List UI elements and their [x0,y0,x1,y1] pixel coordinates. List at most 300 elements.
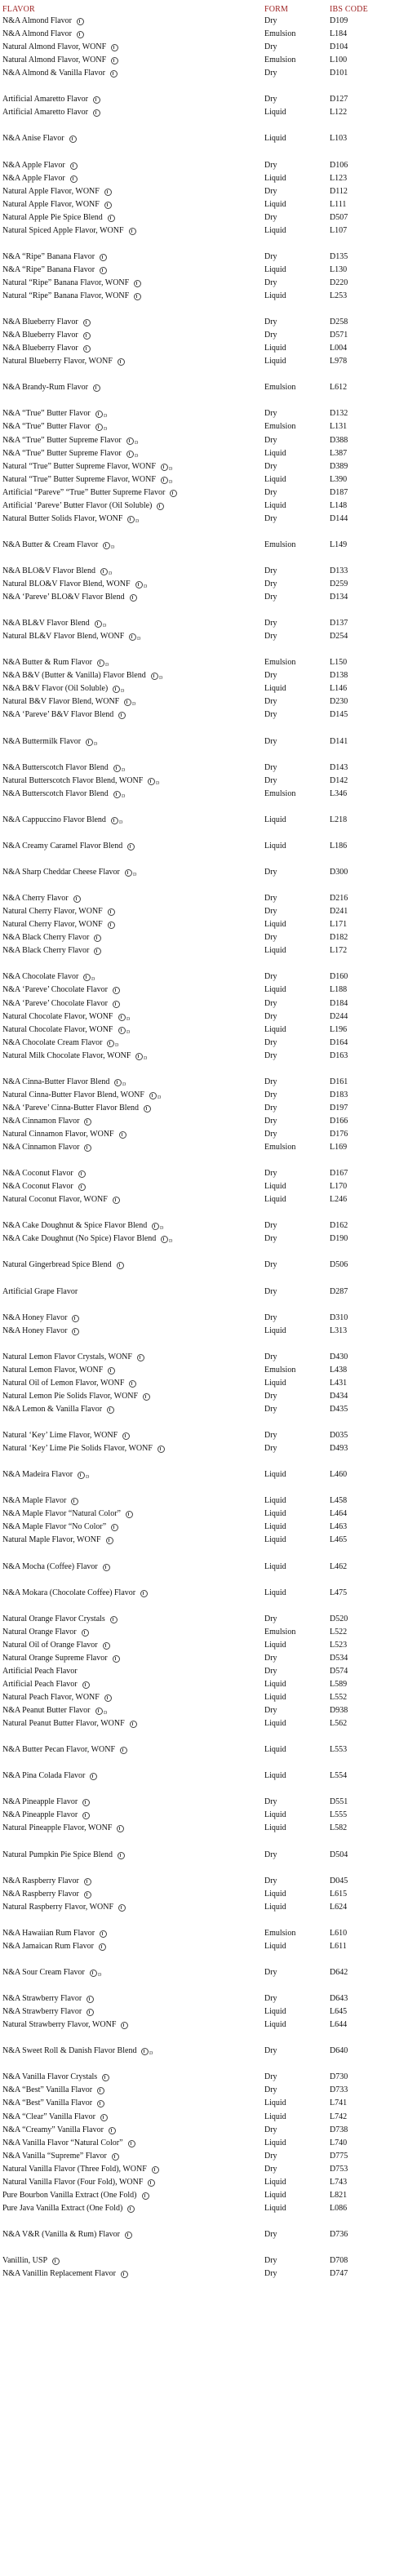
form-cell: Dry [264,1116,277,1126]
form-cell: Dry [264,1444,277,1454]
form-cell: Dry [264,1666,277,1676]
ibs-code-cell: L004 [330,344,348,353]
form-cell: Liquid [264,2007,286,2017]
kosher-icon [143,1393,150,1401]
ibs-code-cell: D104 [330,42,348,52]
table-row [0,2267,417,2281]
kosher-icon [113,1197,120,1204]
form-cell: Dry [264,1431,277,1441]
form-cell: Liquid [264,264,286,274]
ibs-code-cell: D310 [330,1312,348,1322]
flavor-name: Natural “Ripe” Banana Flavor, WONF [2,278,130,287]
table-row [0,420,417,433]
flavor-name: N&A Butter Pecan Flavor, WONF [2,1745,116,1755]
form-cell: Liquid [264,173,286,183]
table-row [0,1901,417,1914]
table-row [0,211,417,224]
form-cell: Liquid [264,2112,286,2121]
form-cell: Dry [264,513,277,523]
kosher-icon [112,2153,119,2161]
ibs-code-cell: D137 [330,619,348,628]
row-spacer [0,957,417,970]
kosher-icon [108,215,115,222]
ibs-code-cell: D106 [330,160,348,170]
form-cell: Dry [264,16,277,25]
flavor-name: N&A “Best” Vanilla Flavor [2,2099,93,2108]
kosher-icon [137,1354,144,1361]
table-row [0,1940,417,1953]
ibs-code-cell: L555 [330,1810,348,1820]
kosher-dairy-icon [114,1079,122,1086]
kosher-dairy-icon [135,581,143,588]
flavor-name: N&A Vanilla Flavor “Natural Color” [2,2138,123,2147]
table-row [0,539,417,552]
ibs-code-cell: L146 [330,684,348,694]
flavor-name: N&A B&V Flavor (Oil Soluble) [2,684,109,694]
form-cell: Liquid [264,1941,286,1951]
form-cell: Dry [264,160,277,170]
table-row [0,1403,417,1416]
flavor-name: N&A ‘Pareve’ B&V Flavor Blend [2,710,114,720]
kosher-icon [70,175,78,183]
table-row [0,2228,417,2241]
form-cell: Dry [264,1129,277,1139]
ibs-code-cell: D551 [330,1797,348,1807]
table-row [0,1325,417,1338]
flavor-name: N&A “True” Butter Supreme Flavor [2,448,122,458]
kosher-dairy-icon [135,1053,143,1060]
form-cell: Dry [264,1037,277,1047]
table-row [0,1809,417,1822]
kosher-dairy-icon [103,542,110,549]
ibs-code-cell: L644 [330,2020,348,2030]
flavor-name: N&A Sharp Cheddar Cheese Flavor [2,868,120,877]
flavor-name: Natural Blueberry Flavor, WONF [2,357,113,366]
form-cell: Dry [264,619,277,628]
kosher-dairy-icon [83,974,91,981]
form-cell: Emulsion [264,1143,296,1153]
ibs-code-cell: L169 [330,1143,348,1153]
flavor-name: Natural Chocolate Flavor, WONF [2,1024,113,1034]
ibs-code-cell: D571 [330,331,348,340]
ibs-code-cell: L390 [330,474,348,484]
kosher-icon [82,1629,89,1637]
kosher-icon [77,18,84,25]
table-row [0,970,417,984]
ibs-code-cell: D747 [330,2269,348,2279]
form-cell: Liquid [264,1588,286,1597]
form-cell: Liquid [264,199,286,209]
kosher-icon [90,1773,97,1780]
table-row [0,578,417,591]
flavor-name: Natural Peanut Butter Flavor, WONF [2,1719,125,1729]
form-cell: Dry [264,593,277,602]
kosher-dairy-icon [113,686,120,693]
flavor-name: N&A Pineapple Flavor [2,1797,78,1807]
form-cell: Dry [264,278,277,287]
ibs-code-cell: L552 [330,1693,348,1702]
flavor-name: N&A “True” Butter Supreme Flavor [2,435,122,445]
table-row [0,1076,417,1089]
flavor-name: N&A V&R (Vanilla & Rum) Flavor [2,2229,120,2239]
flavor-name: N&A Butterscotch Flavor Blend [2,788,109,798]
ibs-code-cell: L172 [330,946,348,956]
flavor-name: Natural Gingerbread Spice Blend [2,1260,112,1270]
kosher-icon [126,1511,133,1518]
form-cell: Emulsion [264,29,296,39]
kosher-icon [71,1498,78,1505]
ibs-code-cell: L246 [330,1195,348,1205]
row-spacer [0,1154,417,1167]
table-row [0,1704,417,1717]
flavor-name: Natural Maple Flavor, WONF [2,1535,101,1545]
form-cell: Emulsion [264,1627,296,1637]
ibs-code-cell: D184 [330,998,348,1008]
form-cell: Dry [264,318,277,327]
table-row [0,1377,417,1390]
table-row [0,381,417,394]
kosher-dairy-icon [124,699,131,706]
ibs-code-cell: L184 [330,29,348,39]
table-row [0,997,417,1010]
table-row [0,669,417,682]
form-cell: Liquid [264,1719,286,1729]
form-cell: Emulsion [264,1928,296,1938]
ibs-code-cell: D220 [330,278,348,287]
flavor-name: N&A Mocha (Coffee) Flavor [2,1561,98,1571]
kosher-icon [119,1131,126,1139]
table-row [0,460,417,473]
row-spacer [0,1338,417,1351]
flavor-name: Natural Milk Chocolate Flavor, WONF [2,1050,131,1060]
ibs-code-cell: L186 [330,841,348,851]
flavor-name: Artificial ‘Pareve’ Butter Flavor (Oil Soluble) [2,500,153,510]
form-cell: Dry [264,1994,277,2004]
form-cell: Dry [264,1653,277,1663]
kosher-icon [111,57,118,64]
form-cell: Dry [264,1967,277,1977]
kosher-icon [108,908,115,916]
form-cell: Emulsion [264,383,296,393]
flavor-name: N&A “Creamy” Vanilla Flavor [2,2125,104,2134]
kosher-icon [127,2205,135,2213]
row-spacer [0,722,417,735]
ibs-code-cell: L100 [330,56,348,65]
form-cell: Dry [264,1352,277,1361]
flavor-name: N&A Raspberry Flavor [2,1876,79,1885]
table-row [0,132,417,145]
ibs-code-cell: D166 [330,1116,348,1126]
table-row [0,54,417,67]
table-row [0,277,417,290]
table-header [0,0,417,16]
kosher-dairy-icon [125,869,132,877]
form-cell: Dry [264,1876,277,1885]
kosher-dairy-icon [118,1014,126,1021]
kosher-icon [128,2140,135,2147]
kosher-icon [84,1878,91,1885]
kosher-icon [111,44,118,51]
table-row [0,500,417,513]
kosher-icon [108,922,115,929]
table-row [0,1743,417,1757]
ibs-code-cell: D230 [330,697,348,707]
column-header-form: FORM [264,5,289,14]
table-row [0,41,417,54]
flavor-name: N&A Cake Doughnut (No Spice) Flavor Blend [2,1234,157,1244]
kosher-icon [111,1524,118,1531]
flavor-name: N&A “Ripe” Banana Flavor [2,264,95,274]
ibs-code-cell: L821 [330,2190,348,2200]
form-cell: Dry [264,998,277,1008]
flavor-name: N&A Almond Flavor [2,29,73,39]
table-row [0,329,417,342]
row-spacer [0,145,417,158]
form-cell: Liquid [264,1810,286,1820]
flavor-name: N&A Cherry Flavor [2,894,69,904]
flavor-name: Natural Apple Pie Spice Blend [2,212,103,222]
table-row [0,1468,417,1481]
form-cell: Dry [264,2072,277,2082]
flavor-name: N&A B&V (Butter & Vanilla) Flavor Blend [2,671,146,681]
ibs-code-cell: D938 [330,1706,348,1716]
table-row [0,316,417,329]
form-cell: Liquid [264,474,286,484]
flavor-name: N&A Apple Flavor [2,160,65,170]
ibs-code-cell: D045 [330,1876,348,1885]
form-cell: Liquid [264,1889,286,1899]
row-spacer [0,80,417,93]
kosher-icon [77,31,84,38]
table-row [0,1508,417,1521]
ibs-code-cell: D141 [330,736,348,746]
form-cell: Liquid [264,1195,286,1205]
flavor-name: N&A Blueberry Flavor [2,318,78,327]
table-row [0,1521,417,1534]
form-cell: Emulsion [264,1365,296,1375]
kosher-icon [148,2179,155,2187]
flavor-name: N&A “True” Butter Flavor [2,422,91,432]
table-row [0,159,417,172]
flavor-name: N&A Chocolate Flavor [2,972,79,982]
kosher-dairy-icon [86,739,93,746]
kosher-icon [93,96,100,104]
ibs-code-cell: L122 [330,108,348,118]
ibs-code-cell: D640 [330,2046,348,2056]
table-row [0,1966,417,1979]
form-cell: Dry [264,2046,277,2056]
table-row [0,2084,417,2097]
table-row [0,1665,417,1678]
flavor-name: Natural Peach Flavor, WONF [2,1693,100,1702]
table-row [0,172,417,185]
kosher-icon [134,293,141,300]
form-cell: Liquid [264,1509,286,1519]
ibs-code-cell: L741 [330,2099,348,2108]
flavor-name: Natural Cinnamon Flavor, WONF [2,1129,114,1139]
kosher-dairy-icon [97,660,104,667]
flavor-name: N&A Almond Flavor [2,16,73,25]
kosher-icon [106,1537,113,1544]
kosher-icon [87,2009,94,2016]
form-cell: Dry [264,69,277,78]
kosher-dairy-icon [151,673,158,680]
form-cell: Dry [264,1169,277,1179]
table-row [0,1717,417,1730]
kosher-icon [130,594,137,602]
form-cell: Liquid [264,841,286,851]
kosher-dairy-icon [100,568,108,575]
flavor-name: Natural Coconut Flavor, WONF [2,1195,108,1205]
form-cell: Liquid [264,357,286,366]
kosher-dairy-icon [126,451,134,458]
ibs-code-cell: D733 [330,2085,348,2095]
flavor-name: N&A Anise Flavor [2,134,64,144]
flavor-name: N&A Pina Colada Flavor [2,1771,86,1781]
ibs-code-cell: L523 [330,1640,348,1650]
flavor-name: N&A ‘Pareve’ Chocolate Flavor [2,998,108,1008]
row-spacer [0,2032,417,2045]
table-row [0,1678,417,1691]
ibs-code-cell: D182 [330,933,348,943]
ibs-code-cell: L131 [330,422,348,432]
form-cell: Dry [264,1050,277,1060]
form-cell: Dry [264,95,277,104]
kosher-icon [97,2100,104,2107]
flavor-table-body [0,15,417,2281]
row-spacer [0,1953,417,1966]
kosher-icon [129,1380,136,1388]
kosher-dairy-icon [107,1040,114,1047]
flavor-name: Natural Chocolate Flavor, WONF [2,1011,113,1021]
ibs-code-cell: L554 [330,1771,348,1781]
table-row [0,1141,417,1154]
table-row [0,2137,417,2150]
flavor-name: N&A Brandy-Rum Flavor [2,383,88,393]
row-spacer [0,827,417,840]
form-cell: Dry [264,671,277,681]
ibs-code-cell: L462 [330,1561,348,1571]
flavor-name: Pure Bourbon Vanilla Extract (One Fold) [2,2190,137,2200]
kosher-icon [134,280,141,287]
ibs-code-cell: L553 [330,1745,348,1755]
flavor-name: Natural Apple Flavor, WONF [2,186,100,196]
form-cell: Liquid [264,2020,286,2030]
table-row [0,2124,417,2137]
table-row [0,93,417,106]
table-row [0,840,417,853]
ibs-code-cell: D162 [330,1221,348,1231]
flavor-name: N&A Strawberry Flavor [2,2007,82,2017]
kosher-icon [100,1930,107,1938]
ibs-code-cell: L103 [330,134,348,144]
table-row [0,1115,417,1128]
row-spacer [0,1272,417,1286]
ibs-code-cell: D753 [330,2164,348,2174]
kosher-dairy-icon [161,1236,168,1243]
ibs-code-cell: D642 [330,1967,348,1977]
row-spacer [0,1299,417,1312]
table-row [0,2163,417,2176]
kosher-icon [157,503,164,510]
ibs-code-cell: D493 [330,1444,348,1454]
flavor-name: N&A Maple Flavor “No Color” [2,1522,107,1532]
table-row [0,775,417,788]
ibs-code-cell: D389 [330,461,348,471]
table-row [0,486,417,500]
row-spacer [0,643,417,656]
table-row [0,251,417,264]
table-row [0,1534,417,1547]
flavor-name: N&A Black Cherry Flavor [2,946,90,956]
kosher-icon [121,2271,128,2278]
row-spacer [0,1416,417,1429]
table-row [0,905,417,918]
kosher-icon [84,1144,91,1152]
flavor-name: N&A Peanut Butter Flavor [2,1706,91,1716]
form-cell: Liquid [264,1771,286,1781]
form-cell: Dry [264,2164,277,2174]
ibs-code-cell: D258 [330,318,348,327]
kosher-icon [93,109,100,117]
table-row [0,682,417,695]
table-row [0,866,417,879]
kosher-dairy-icon [95,424,103,431]
row-spacer [0,1547,417,1560]
table-row [0,185,417,198]
flavor-name: N&A Madeira Flavor [2,1470,73,1480]
ibs-code-cell: D197 [330,1103,348,1113]
ibs-code-cell: L615 [330,1889,348,1899]
flavor-name: N&A Pineapple Flavor [2,1810,78,1820]
kosher-icon [117,1262,124,1269]
form-cell: Liquid [264,448,286,458]
kosher-icon [104,189,112,196]
table-row [0,1193,417,1206]
kosher-icon [94,948,101,955]
form-cell: Dry [264,251,277,261]
form-cell: Dry [264,972,277,982]
ibs-code-cell: D504 [330,1850,348,1859]
ibs-code-cell: D287 [330,1286,348,1296]
kosher-icon [82,1799,90,1806]
form-cell: Liquid [264,344,286,353]
table-row [0,1613,417,1626]
flavor-name: N&A Coconut Flavor [2,1169,73,1179]
table-row [0,762,417,775]
kosher-dairy-icon [152,1223,159,1230]
kosher-icon [104,202,112,209]
flavor-name: Natural Cherry Flavor, WONF [2,920,103,930]
kosher-icon [84,1118,91,1126]
flavor-name: N&A Black Cherry Flavor [2,933,90,943]
form-cell: Dry [264,186,277,196]
flavor-name: N&A “Ripe” Banana Flavor [2,251,95,261]
row-spacer [0,1979,417,1992]
kosher-icon [87,1996,94,2003]
kosher-icon [102,2074,109,2081]
kosher-icon [130,1721,137,1728]
form-cell: Dry [264,1706,277,1716]
form-cell: Liquid [264,225,286,235]
flavor-name: N&A ‘Pareve’ Cinna-Butter Flavor Blend [2,1103,140,1113]
flavor-name: N&A Butterscotch Flavor Blend [2,762,109,772]
form-cell: Dry [264,2269,277,2279]
flavor-name: N&A Butter & Rum Flavor [2,658,92,668]
flavor-name: N&A Vanilla Flavor Crystals [2,2072,98,2082]
form-cell: Liquid [264,134,286,144]
table-row [0,695,417,708]
